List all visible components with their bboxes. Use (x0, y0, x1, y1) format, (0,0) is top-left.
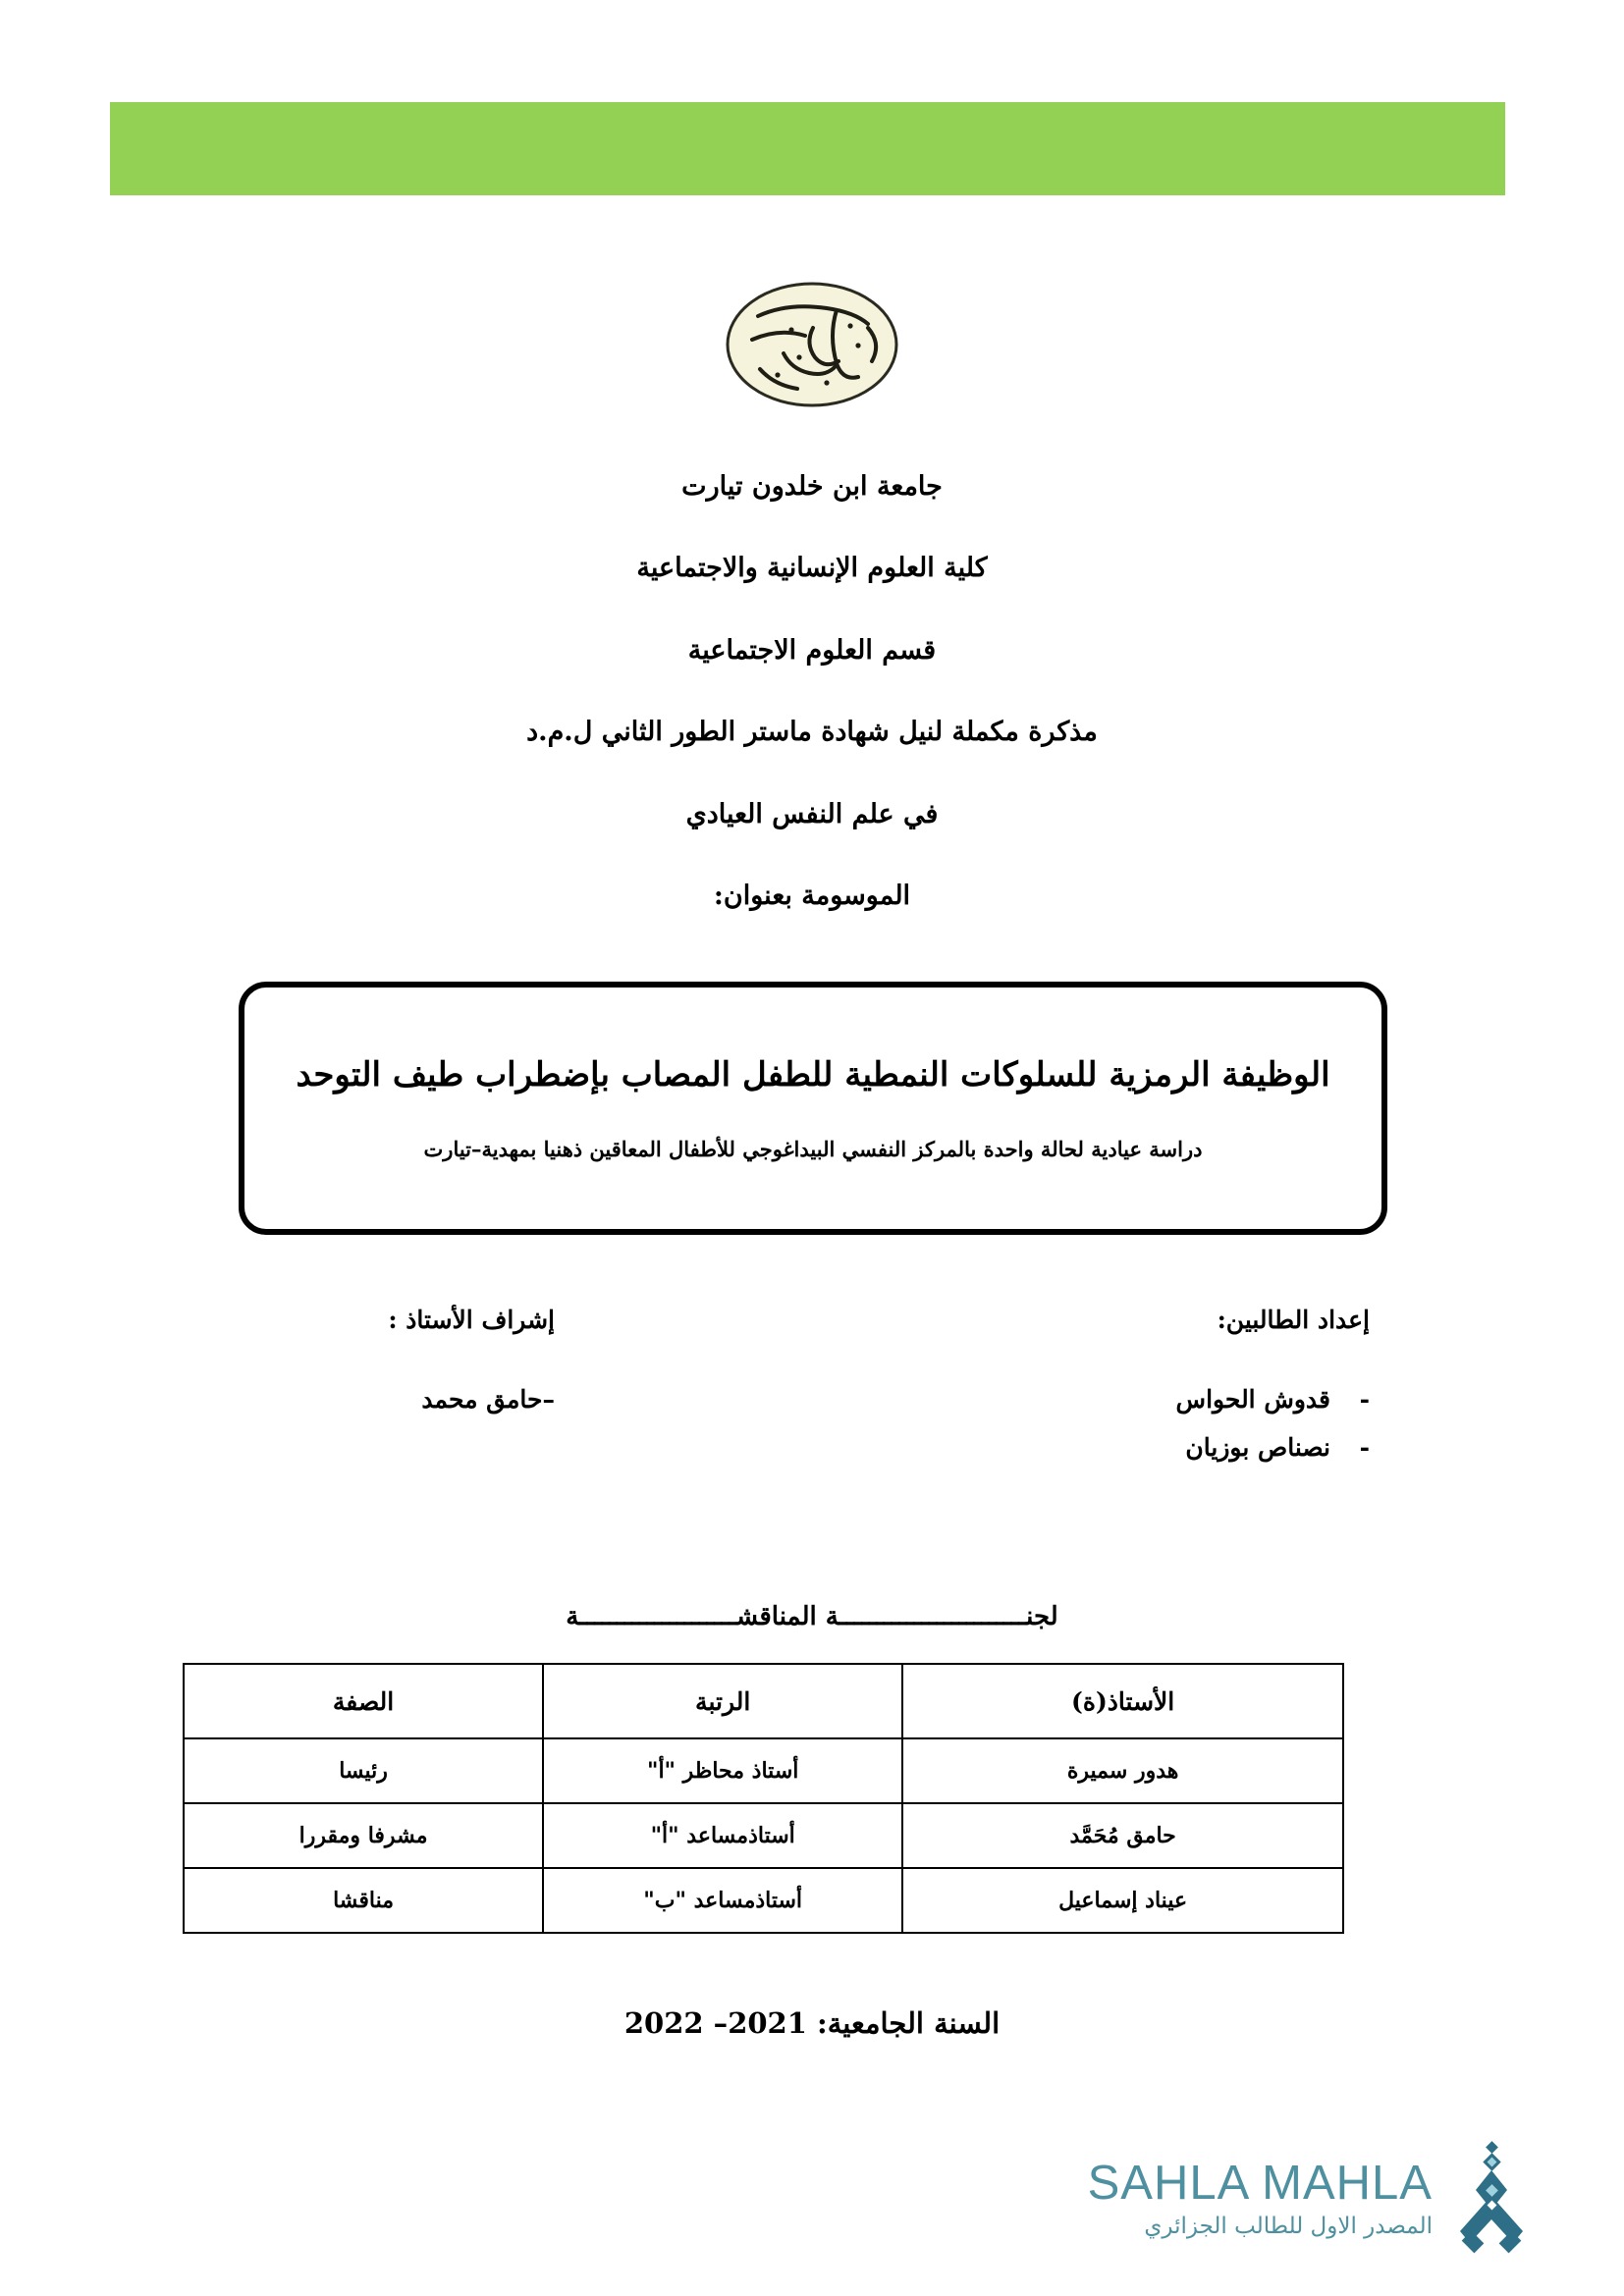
supervisor-column (221, 1306, 582, 1481)
column-header-name: الأستاذ(ة) (902, 1664, 1343, 1738)
green-header-band (110, 102, 1505, 195)
table-row (184, 1803, 1343, 1868)
cell-role: مناقشا (184, 1868, 543, 1933)
student-name-1: - قدوش الحواس (1036, 1385, 1370, 1414)
brand-tagline: المصدر الاول للطالب الجزائري (1144, 2213, 1433, 2239)
sahla-mahla-logo (1065, 2135, 1537, 2263)
thesis-title-box (239, 982, 1387, 1235)
brand-text-block (1087, 2156, 1433, 2239)
institution-heading (0, 471, 1624, 912)
cell-name: حامق مُحَمَّد (902, 1803, 1343, 1868)
cell-name: هدور سميرة (902, 1738, 1343, 1803)
brand-name: SAHLA MAHLA (1087, 2156, 1433, 2210)
diamond-ornament-icon (1446, 2141, 1537, 2257)
committee-table (183, 1663, 1344, 1934)
titled-label: الموسومة بعنوان: (713, 880, 911, 911)
cell-name: عيناد إسماعيل (902, 1868, 1343, 1933)
credits-section (221, 1306, 1403, 1481)
students-label: إعداد الطالبين: (1217, 1306, 1370, 1334)
cell-rank: أستاذمساعد "ب" (543, 1868, 902, 1933)
student-name-2: - نصناص بوزيان (1036, 1433, 1370, 1462)
table-header-row (184, 1664, 1343, 1738)
cell-role: مشرفا ومقررا (184, 1803, 543, 1868)
faculty-name: كلية العلوم الإنسانية والاجتماعية (636, 553, 988, 584)
university-seal-icon (689, 267, 935, 422)
cell-rank: أستاذ محاظر "أ" (543, 1738, 902, 1803)
university-name: جامعة ابن خلدون تيارت (681, 471, 943, 502)
cell-rank: أستاذمساعد "أ" (543, 1803, 902, 1868)
students-column (1036, 1306, 1403, 1481)
supervisor-label: إشراف الأستاذ : (388, 1306, 555, 1334)
committee-heading: لجنـــــــــــــــــــــــــة المناقشـــــــــــــــــــــة (566, 1602, 1058, 1631)
cell-role: رئيسا (184, 1738, 543, 1803)
thesis-main-title: الوظيفة الرمزية للسلوكات النمطية للطفل المصاب بإضطراب طيف التوحد (296, 1055, 1330, 1095)
table-row (184, 1868, 1343, 1933)
column-header-rank: الرتبة (543, 1664, 902, 1738)
column-header-role: الصفة (184, 1664, 543, 1738)
academic-year: السنة الجامعية: 2021– 2022 (623, 2006, 1001, 2040)
degree-statement: مذكرة مكملة لنيل شهادة ماستر الطور الثاني ل.م.د (526, 717, 1098, 748)
thesis-subtitle: دراسة عيادية لحالة واحدة بالمركز النفسي البيداغوجي للأطفال المعاقين ذهنيا بمهدية–تيارت (423, 1137, 1203, 1162)
supervisor-name: –حامق محمد (421, 1385, 555, 1414)
specialization: في علم النفس العيادي (685, 798, 939, 829)
table-row (184, 1738, 1343, 1803)
department-name: قسم العلوم الاجتماعية (687, 634, 937, 666)
